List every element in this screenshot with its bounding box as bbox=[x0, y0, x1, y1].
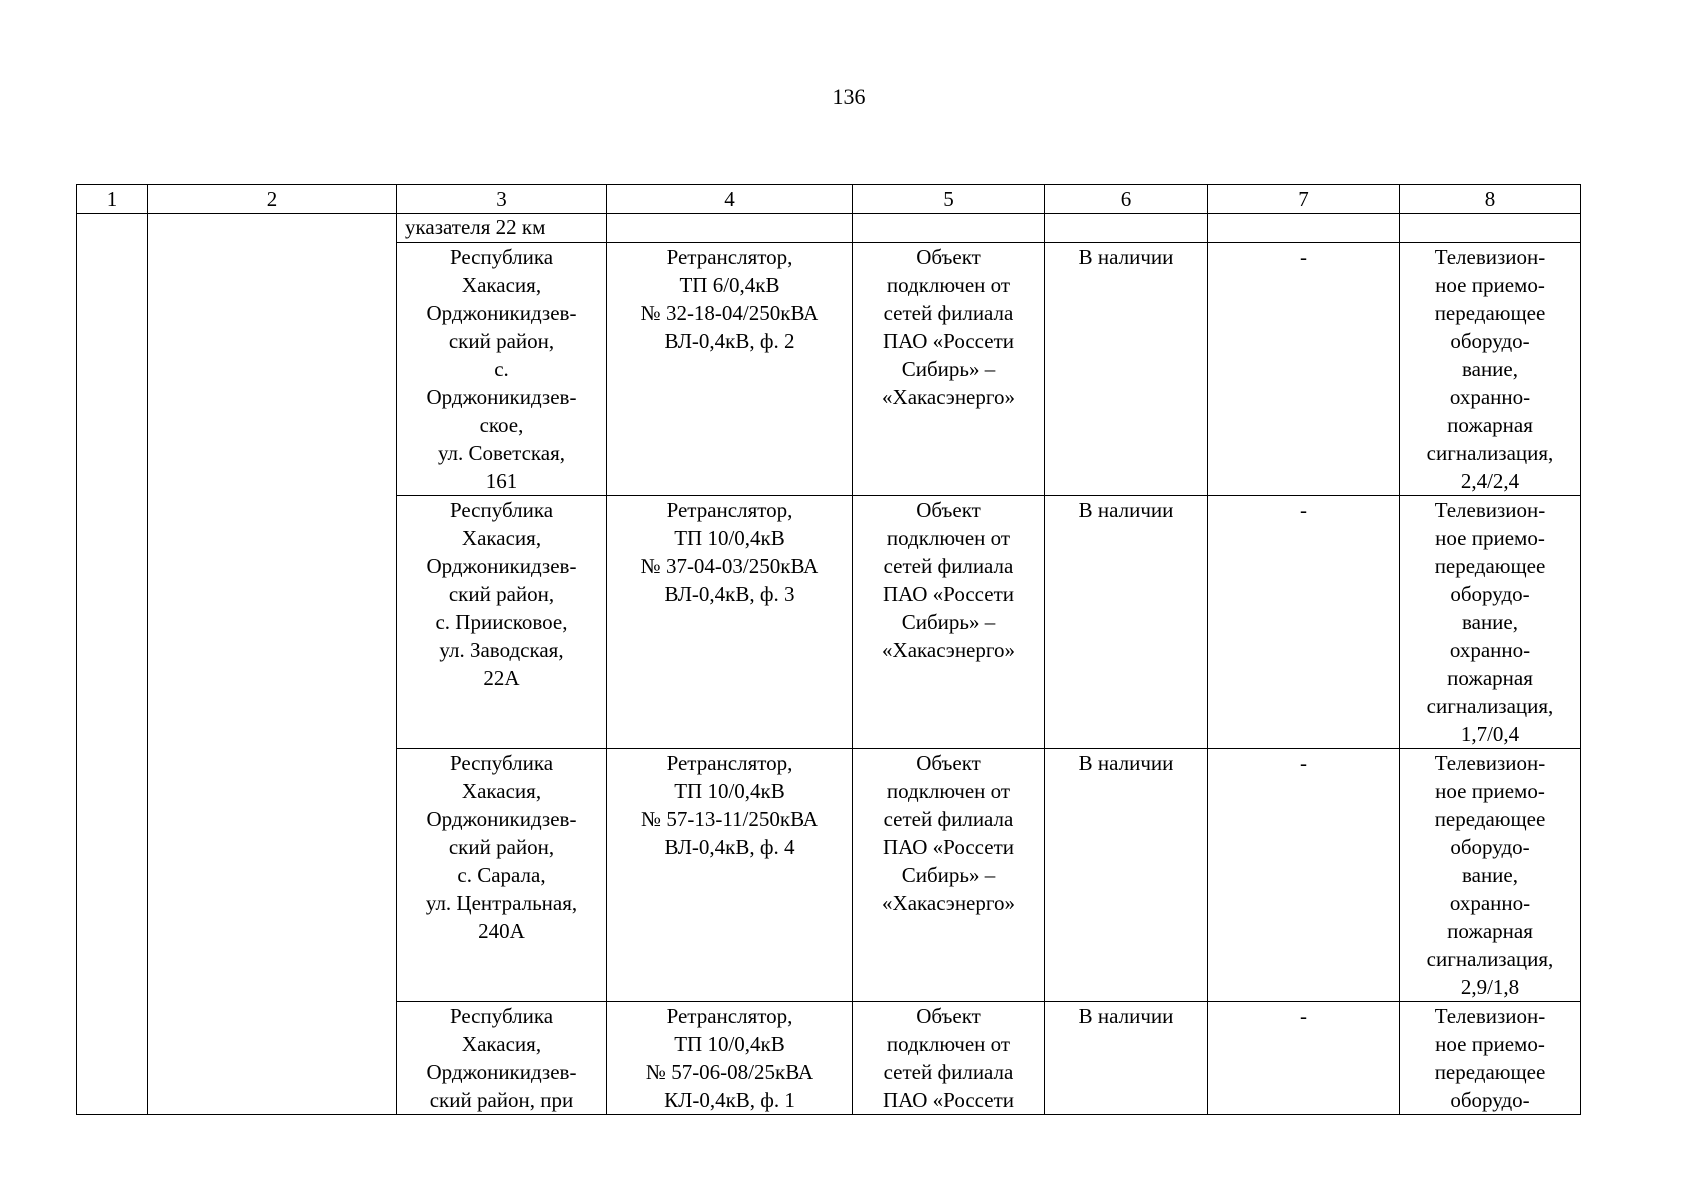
equipment-cell: Телевизион- ное приемо- передающее оборудо- вание, охранно- пожарная сигнализация, 2,9/1,8 bbox=[1400, 749, 1581, 1002]
header-col-8: 8 bbox=[1400, 185, 1581, 214]
col7-cell: - bbox=[1208, 1002, 1400, 1115]
infrastructure-table bbox=[76, 184, 1581, 1115]
header-col-3: 3 bbox=[397, 185, 607, 214]
address-cell: Республика Хакасия, Орджоникидзев- ский район, при bbox=[397, 1002, 607, 1115]
availability-cell: В наличии bbox=[1045, 243, 1208, 496]
header-col-5: 5 bbox=[853, 185, 1045, 214]
table-cell bbox=[1208, 214, 1400, 243]
continuation-row bbox=[77, 214, 1581, 243]
equipment-cell: Телевизион- ное приемо- передающее оборудо- вание, охранно- пожарная сигнализация, 1,7/0,4 bbox=[1400, 496, 1581, 749]
equipment-cell: Телевизион- ное приемо- передающее оборудо- bbox=[1400, 1002, 1581, 1115]
availability-cell: В наличии bbox=[1045, 496, 1208, 749]
connection-cell: Объект подключен от сетей филиала ПАО «Россети Сибирь» – «Хакасэнерго» bbox=[853, 749, 1045, 1002]
address-cell: Республика Хакасия, Орджоникидзев- ский район, с. Орджоникидзев- ское, ул. Советская, 161 bbox=[397, 243, 607, 496]
table-cell bbox=[607, 214, 853, 243]
header-col-2: 2 bbox=[148, 185, 397, 214]
page-number: 136 bbox=[832, 84, 866, 109]
connection-cell: Объект подключен от сетей филиала ПАО «Россети Сибирь» – «Хакасэнерго» bbox=[853, 496, 1045, 749]
connection-cell: Объект подключен от сетей филиала ПАО «Россети bbox=[853, 1002, 1045, 1115]
address-cell: Республика Хакасия, Орджоникидзев- ский район, с. Сарала, ул. Центральная, 240А bbox=[397, 749, 607, 1002]
availability-cell: В наличии bbox=[1045, 1002, 1208, 1115]
header-col-6: 6 bbox=[1045, 185, 1208, 214]
table-cell bbox=[1400, 214, 1581, 243]
object-cell: Ретранслятор, ТП 6/0,4кВ № 32-18-04/250кВА ВЛ-0,4кВ, ф. 2 bbox=[607, 243, 853, 496]
table-cell: указателя 22 км bbox=[397, 214, 607, 243]
col7-cell: - bbox=[1208, 243, 1400, 496]
table-header-row bbox=[77, 185, 1581, 214]
object-cell: Ретранслятор, ТП 10/0,4кВ № 57-06-08/25кВА КЛ-0,4кВ, ф. 1 bbox=[607, 1002, 853, 1115]
availability-cell: В наличии bbox=[1045, 749, 1208, 1002]
col7-cell: - bbox=[1208, 496, 1400, 749]
address-cell: Республика Хакасия, Орджоникидзев- ский район, с. Приисковое, ул. Заводская, 22А bbox=[397, 496, 607, 749]
table-cell bbox=[1045, 214, 1208, 243]
header-col-1: 1 bbox=[77, 185, 148, 214]
merged-col-1-cell bbox=[77, 214, 148, 1115]
col7-cell: - bbox=[1208, 749, 1400, 1002]
object-cell: Ретранслятор, ТП 10/0,4кВ № 57-13-11/250кВА ВЛ-0,4кВ, ф. 4 bbox=[607, 749, 853, 1002]
header-col-7: 7 bbox=[1208, 185, 1400, 214]
header-col-4: 4 bbox=[607, 185, 853, 214]
connection-cell: Объект подключен от сетей филиала ПАО «Россети Сибирь» – «Хакасэнерго» bbox=[853, 243, 1045, 496]
equipment-cell: Телевизион- ное приемо- передающее оборудо- вание, охранно- пожарная сигнализация, 2,4/2,4 bbox=[1400, 243, 1581, 496]
object-cell: Ретранслятор, ТП 10/0,4кВ № 37-04-03/250кВА ВЛ-0,4кВ, ф. 3 bbox=[607, 496, 853, 749]
merged-col-2-cell bbox=[148, 214, 397, 1115]
table-cell bbox=[853, 214, 1045, 243]
